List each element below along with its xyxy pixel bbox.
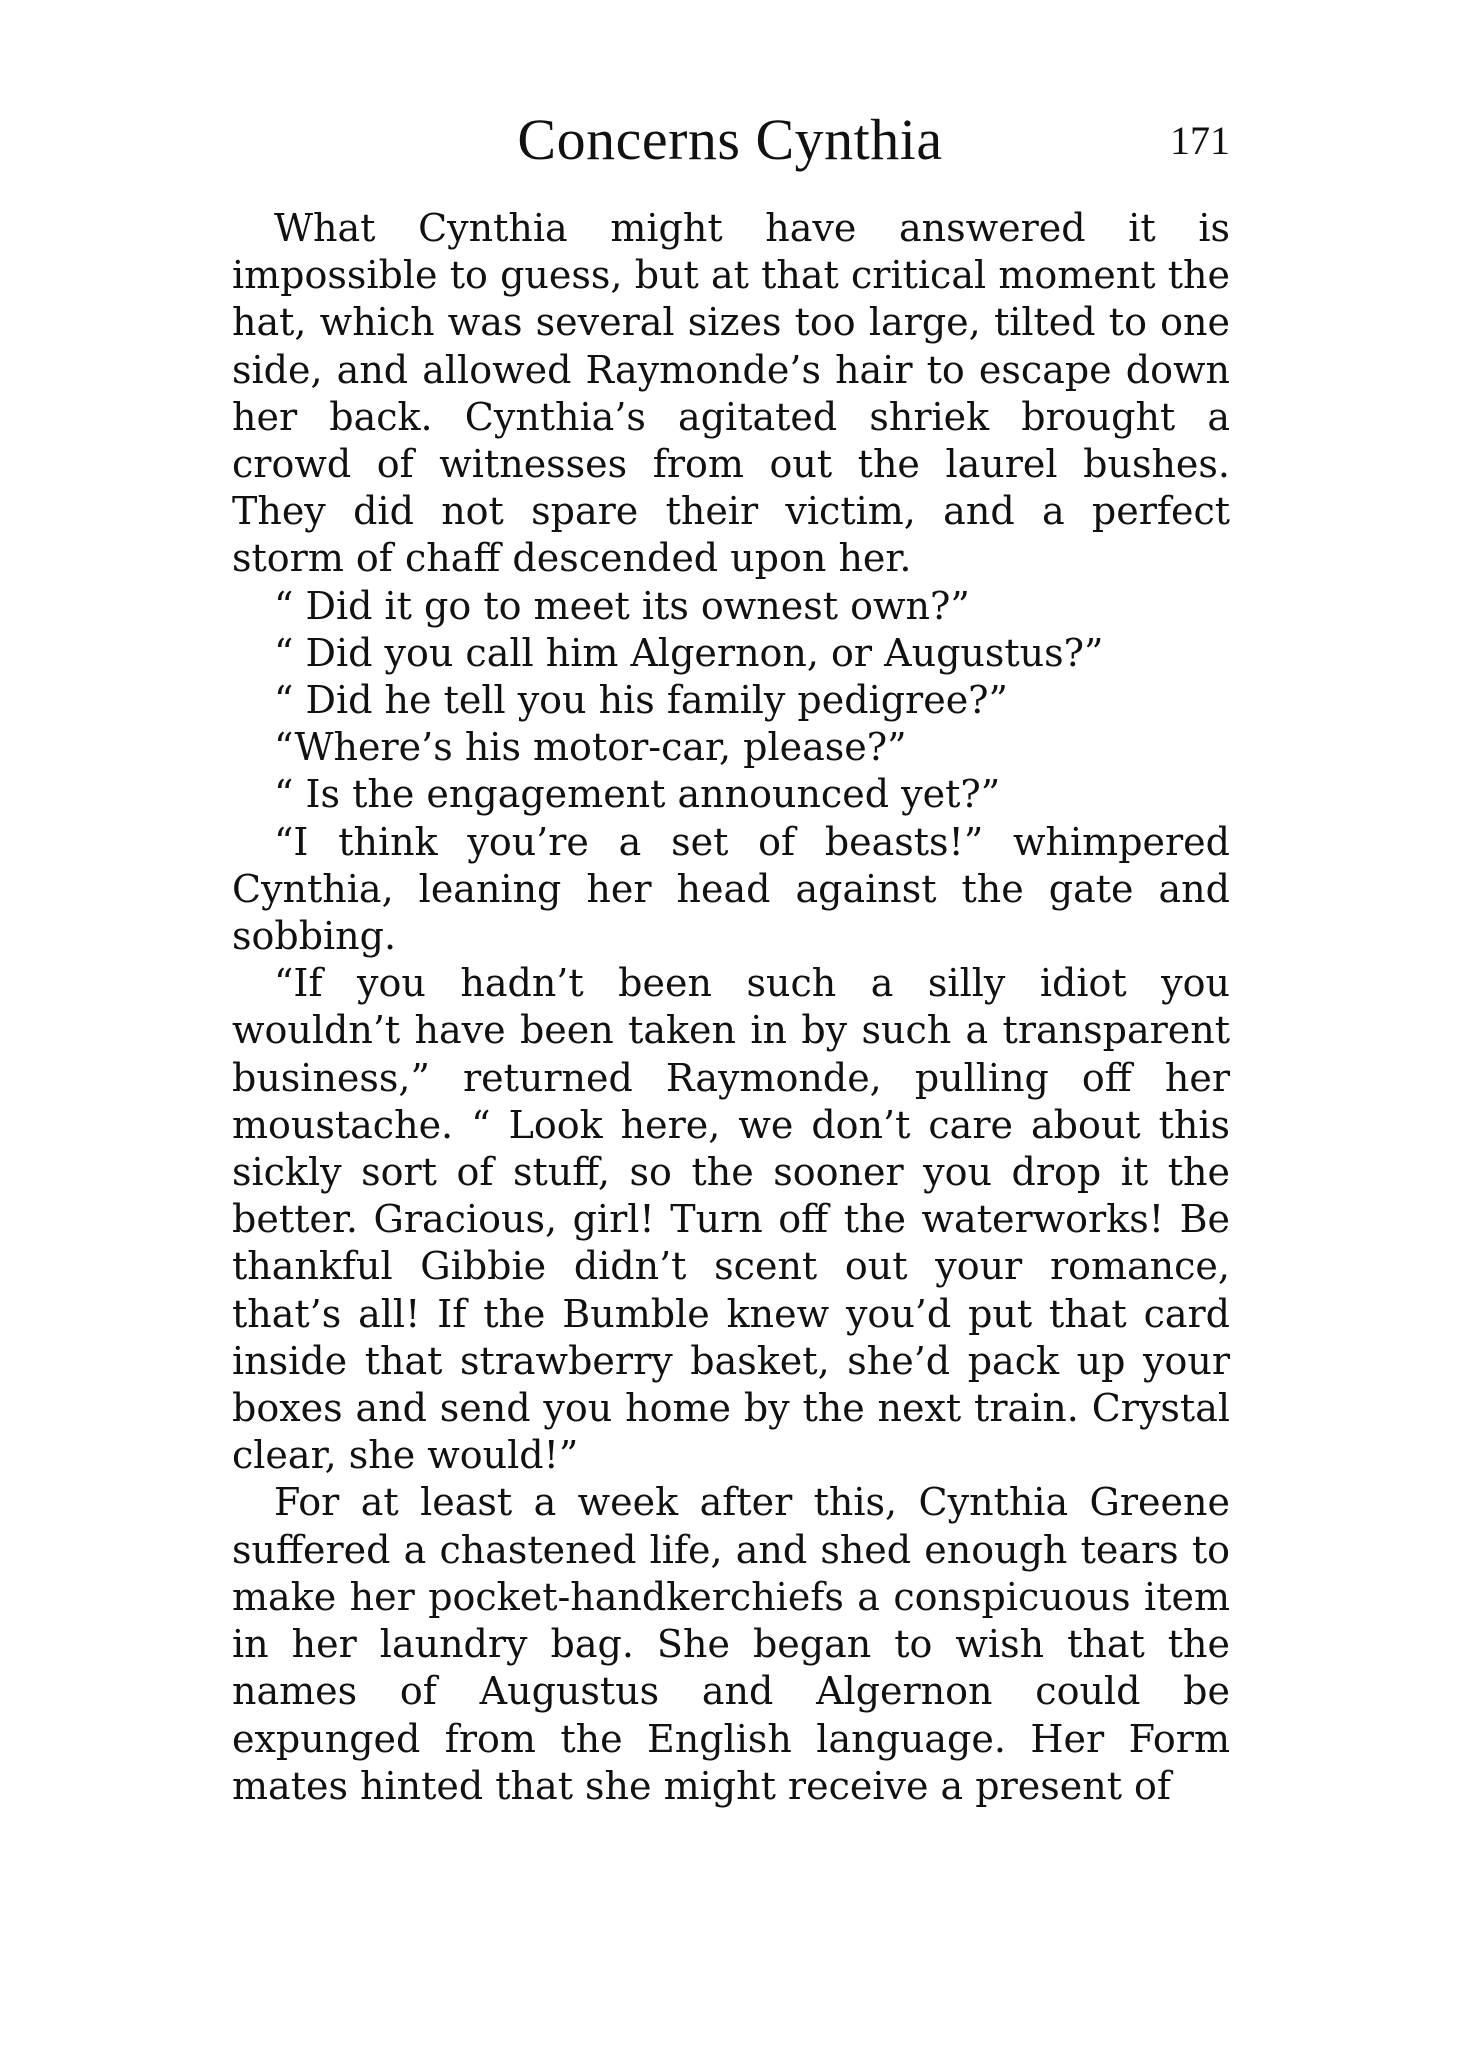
- body-text: [232, 205, 1230, 1810]
- running-title: Concerns Cynthia: [517, 107, 943, 172]
- running-head: [230, 105, 1230, 175]
- paragraph: What Cynthia might have answered it is impossible to guess, but at that critical moment the hat, which was several sizes too large, tilted to one side, and allowed Raymonde’s hair to escape down her back. Cynthia’s agitated shriek brought a crowd of witnesses from out the laurel bushes. They did not spare their victim, and a perfect storm of chaff descended upon her.: [232, 206, 1230, 581]
- dialogue-line: “Where’s his motor-car, please?”: [274, 725, 907, 770]
- page-number: 171: [1170, 118, 1230, 163]
- paragraph: For at least a week after this, Cynthia Greene suffered a chastened life, and shed enough tears to make her pocket-handkerchiefs a conspicuous item in her laundry bag. She began to wish that the names of Augustus and Algernon could be expunged from the English language. Her Form mates hinted that she might receive a present of: [232, 1480, 1230, 1808]
- paragraph: “If you hadn’t been such a silly idiot you wouldn’t have been taken in by such a transparent business,” returned Raymonde, pulling off her moustache. “ Look here, we don’t care about this sickly sort of stuff, so the sooner you drop it the better. Gracious, girl! Turn off the waterworks! Be thankful Gibbie didn’t scent out your romance, that’s all! If the Bumble knew you’d put that card inside that strawberry basket, she’d pack up your boxes and send you home by the next train. Crystal clear, she would!”: [232, 961, 1230, 1478]
- dialogue-line: “ Did he tell you his family pedigree?”: [274, 678, 1008, 723]
- dialogue-line: “ Did it go to meet its ownest own?”: [274, 583, 970, 628]
- paragraph: “I think you’re a set of beasts!” whimpered Cynthia, leaning her head against the gate and sobbing.: [232, 819, 1230, 959]
- dialogue-line: “ Is the engagement announced yet?”: [274, 772, 1001, 817]
- dialogue-line: “ Did you call him Algernon, or Augustus?”: [274, 630, 1104, 675]
